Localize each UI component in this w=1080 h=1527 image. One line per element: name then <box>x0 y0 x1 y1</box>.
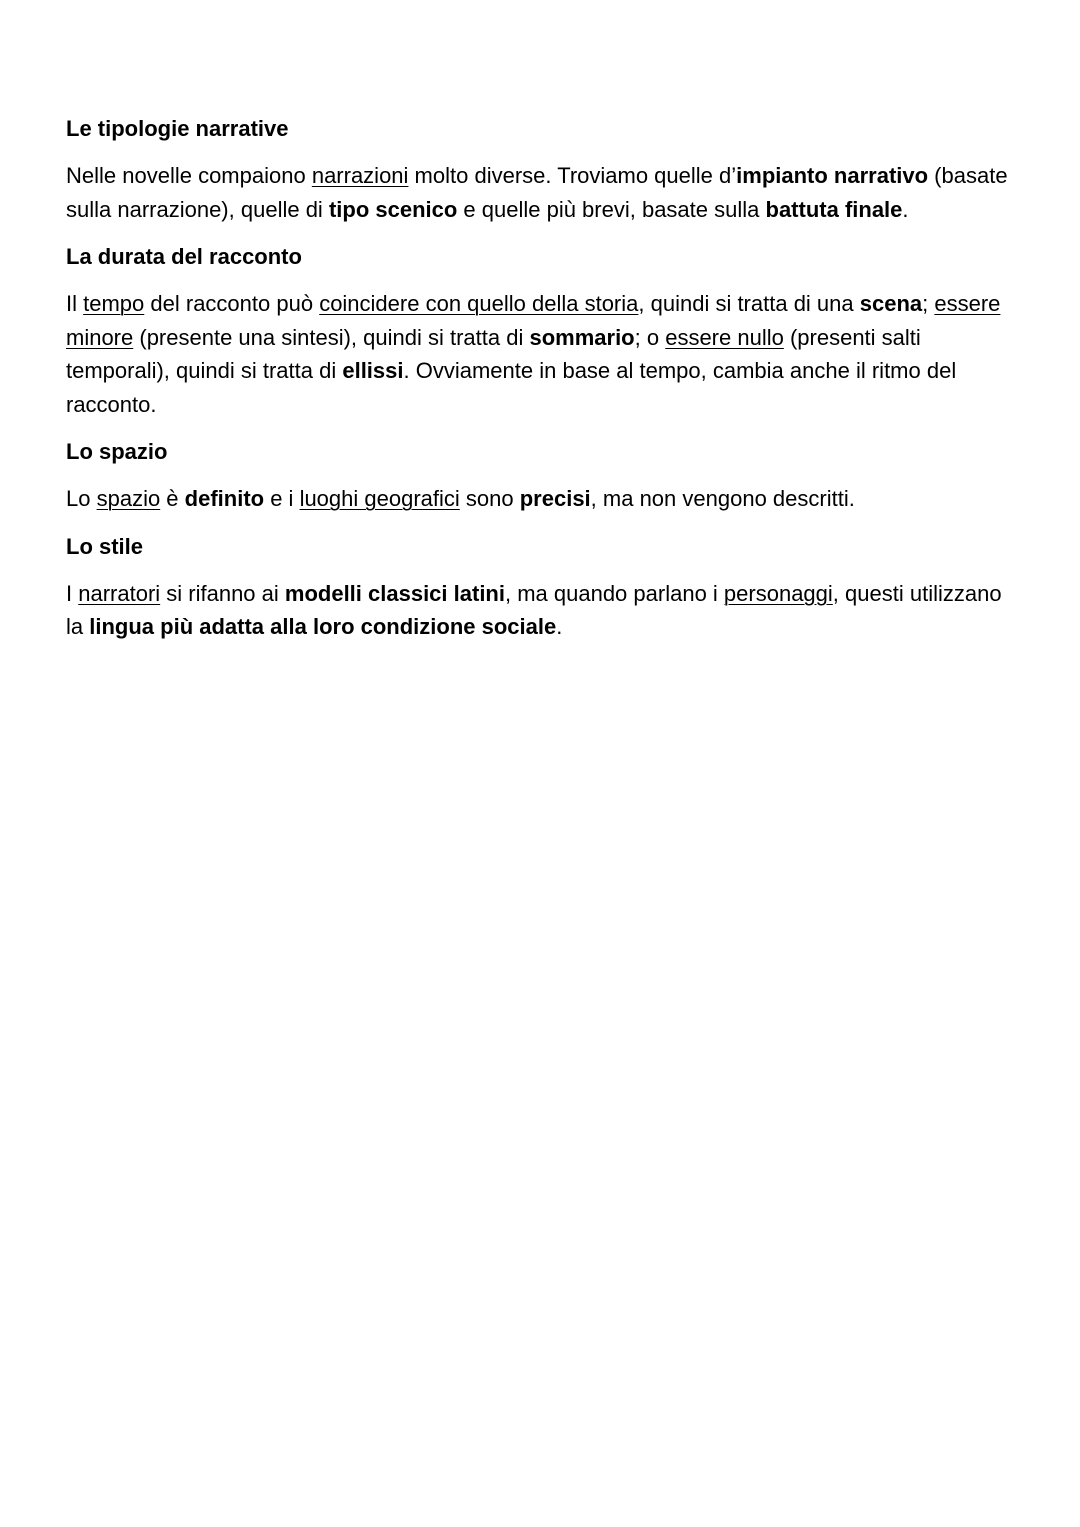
underlined-term: essere nullo <box>665 324 784 350</box>
text-run: ; <box>922 291 935 316</box>
section-spazio <box>66 435 1016 516</box>
bold-term: precisi <box>519 486 591 511</box>
text-run: . <box>902 196 909 222</box>
text-run: , quindi si tratta di una <box>638 291 860 316</box>
section-paragraph <box>66 482 1016 516</box>
bold-term: lingua più adatta alla loro condizione sociale <box>89 614 557 639</box>
underlined-term: coincidere con quello della storia <box>319 291 639 316</box>
section-heading: Lo stile <box>66 533 144 559</box>
text-run: , ma non vengono descritti. <box>590 486 855 511</box>
text-run: . Ovviamente in base al tempo, cambia anche il ritmo del racconto. <box>66 358 957 417</box>
text-run: , questi utilizzano la <box>66 580 1002 639</box>
text-run: Lo <box>66 486 97 511</box>
section-heading: Le tipologie narrative <box>66 116 289 141</box>
text-run: del racconto può <box>144 291 320 316</box>
document-page <box>66 112 1016 658</box>
bold-term: ellissi <box>342 358 404 383</box>
bold-term: impianto narrativo <box>736 163 929 188</box>
bold-term: definito <box>184 486 265 511</box>
section-durata-racconto <box>66 240 1016 421</box>
text-run: , ma quando parlano i <box>504 580 724 606</box>
section-paragraph <box>66 577 1016 644</box>
underlined-term: narrazioni <box>311 163 409 188</box>
bold-term: battuta finale <box>765 196 903 222</box>
text-run: (presente una sintesi), quindi si tratta di <box>133 324 530 350</box>
text-run: e quelle più brevi, basate sulla <box>457 196 766 222</box>
bold-term: sommario <box>529 324 635 350</box>
text-run: Nelle novelle compaiono <box>66 163 312 188</box>
text-run: e i <box>264 486 300 511</box>
underlined-term: luoghi geografici <box>299 486 460 511</box>
section-stile <box>66 530 1016 644</box>
underlined-term: narratori <box>78 580 161 606</box>
text-run: si rifanno ai <box>160 580 285 606</box>
underlined-term: tempo <box>83 291 145 316</box>
text-run: molto diverse. Troviamo quelle d’ <box>408 163 737 188</box>
section-heading: Lo spazio <box>66 439 168 464</box>
bold-term: scena <box>859 291 923 316</box>
text-run: . <box>556 614 563 639</box>
underlined-term: personaggi <box>723 580 833 606</box>
section-tipologie-narrative <box>66 112 1016 226</box>
section-paragraph <box>66 159 1016 226</box>
underlined-term: spazio <box>96 486 161 511</box>
section-paragraph <box>66 287 1016 421</box>
text-run: (basate sulla narrazione), quelle di <box>66 163 1008 222</box>
bold-term: modelli classici latini <box>284 580 505 606</box>
bold-term: tipo scenico <box>328 196 458 222</box>
text-run: è <box>160 486 185 511</box>
text-run: Il <box>66 291 84 316</box>
text-run: (presenti salti temporali), quindi si tratta di <box>66 324 921 383</box>
text-run: I <box>66 580 79 606</box>
underlined-term: essere minore <box>66 291 1001 350</box>
text-run: ; o <box>634 324 666 350</box>
section-heading: La durata del racconto <box>66 244 302 269</box>
text-run: sono <box>459 486 520 511</box>
